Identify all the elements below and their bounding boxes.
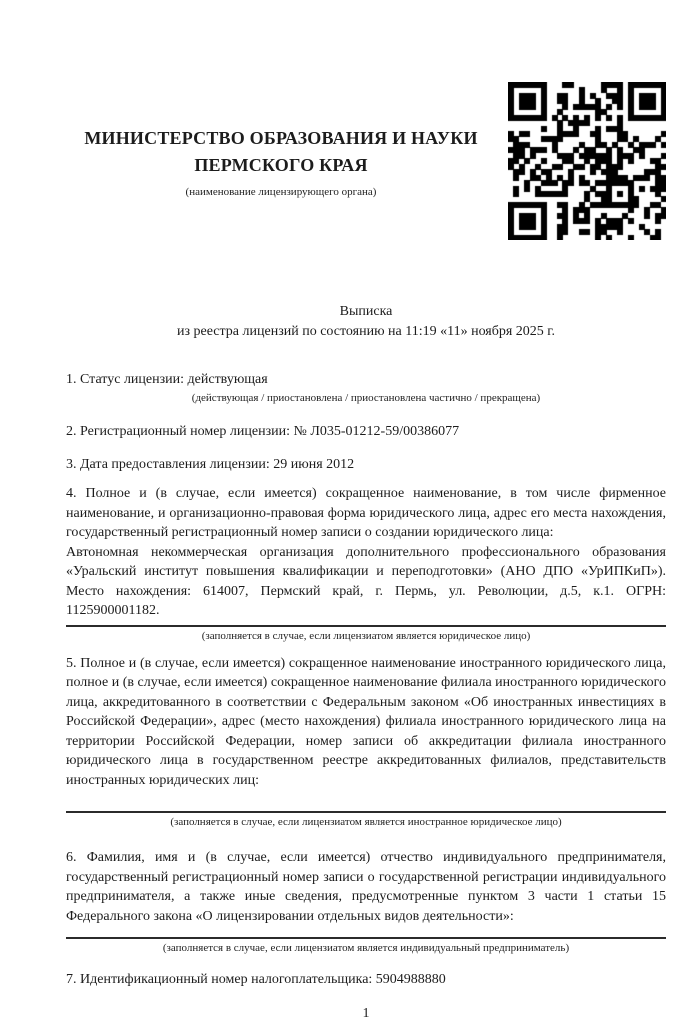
legal-entity-value: Автономная некоммерческая организация дополнительного профессионального образования «Уральский институт повышения квалификации и переподготовки» (АНО ДПО «УрИПКиП»). Место нахождения: 614007, Пермский край, г. Пермь, ул. Революции, д.5, к.1. ОГРН: 1125900001182. — [66, 544, 666, 618]
qr-code-image — [508, 82, 666, 240]
item-legal-entity-name — [66, 484, 666, 643]
item-license-status — [66, 370, 666, 405]
legal-entity-divider — [66, 625, 666, 627]
ministry-name-caption: (наименование лицензирующего органа) — [185, 185, 377, 198]
license-status-text: 1. Статус лицензии: действующая — [66, 372, 268, 387]
ministry-name — [66, 125, 496, 179]
page-number: 1 — [362, 1006, 370, 1021]
document-title-line2: из реестра лицензий по состоянию на 11:19 «11» ноября 2025 г. — [177, 324, 555, 339]
foreign-entity-caption: (заполняется в случае, если лицензиатом является иностранное юридическое лицо) — [170, 816, 562, 828]
document-title — [66, 302, 666, 342]
item-taxpayer-number — [66, 970, 666, 990]
item-individual-entrepreneur — [66, 848, 666, 955]
registration-number-text: 2. Регистрационный номер лицензии: № Л035-01212-59/00386077 — [66, 424, 460, 439]
individual-entrepreneur-caption: (заполняется в случае, если лицензиатом является индивидуальный предприниматель) — [162, 942, 570, 954]
individual-entrepreneur-label: 6. Фамилия, имя и (в случае, если имеется) отчество индивидуального предпринимателя, государственный регистрационный номер записи о государственной регистрации индивидуального предпринимателя, а также иные сведения, предусмотренные пунктом 3 части 1 статьи 15 Федерального закона «О лицензировании отдельных видов деятельности»: — [66, 850, 666, 924]
item-license-grant-date — [66, 455, 666, 475]
document-header — [66, 0, 666, 240]
ministry-name-line1: МИНИСТЕРСТВО ОБРАЗОВАНИЯ И НАУКИ — [84, 127, 478, 148]
license-status-caption: (действующая / приостановлена / приостановлена частично / прекращена) — [191, 392, 541, 404]
foreign-entity-empty-value — [66, 790, 666, 809]
legal-entity-label: 4. Полное и (в случае, если имеется) сокращенное наименование, в том числе фирменное наименование, и организационно-правовая форма юридического лица, адрес его места нахождения, государственный регистрационный номер записи о создании юридического лица: — [66, 486, 666, 540]
item-registration-number — [66, 422, 666, 442]
foreign-entity-divider — [66, 811, 666, 813]
qr-code — [508, 82, 666, 240]
ministry-name-line2: ПЕРМСКОГО КРАЯ — [194, 154, 368, 175]
taxpayer-number-text: 7. Идентификационный номер налогоплательщика: 5904988880 — [66, 972, 446, 987]
license-grant-date-text: 3. Дата предоставления лицензии: 29 июня 2012 — [66, 457, 355, 472]
item-foreign-entity-name — [66, 654, 666, 830]
foreign-entity-label: 5. Полное и (в случае, если имеется) сокращенное наименование иностранного юридического лица, полное и (в случае, если имеется) сокращенное наименование филиала иностранного юридического лица, аккредитованного в соответствии с Федеральным законом «Об иностранных инвестициях в Российской Федерации», адрес (место нахождения) филиала иностранного юридического лица на территории Российской Федерации, номер записи об аккредитации филиала иностранного юридического лица в государственном реестре аккредитованных филиалов, представительств иностранных юридических лиц: — [66, 655, 666, 788]
individual-entrepreneur-divider — [66, 937, 666, 939]
licensing-authority-block — [66, 125, 496, 198]
legal-entity-caption: (заполняется в случае, если лицензиатом является юридическое лицо) — [201, 629, 531, 642]
document-title-line1: Выписка — [339, 304, 393, 319]
